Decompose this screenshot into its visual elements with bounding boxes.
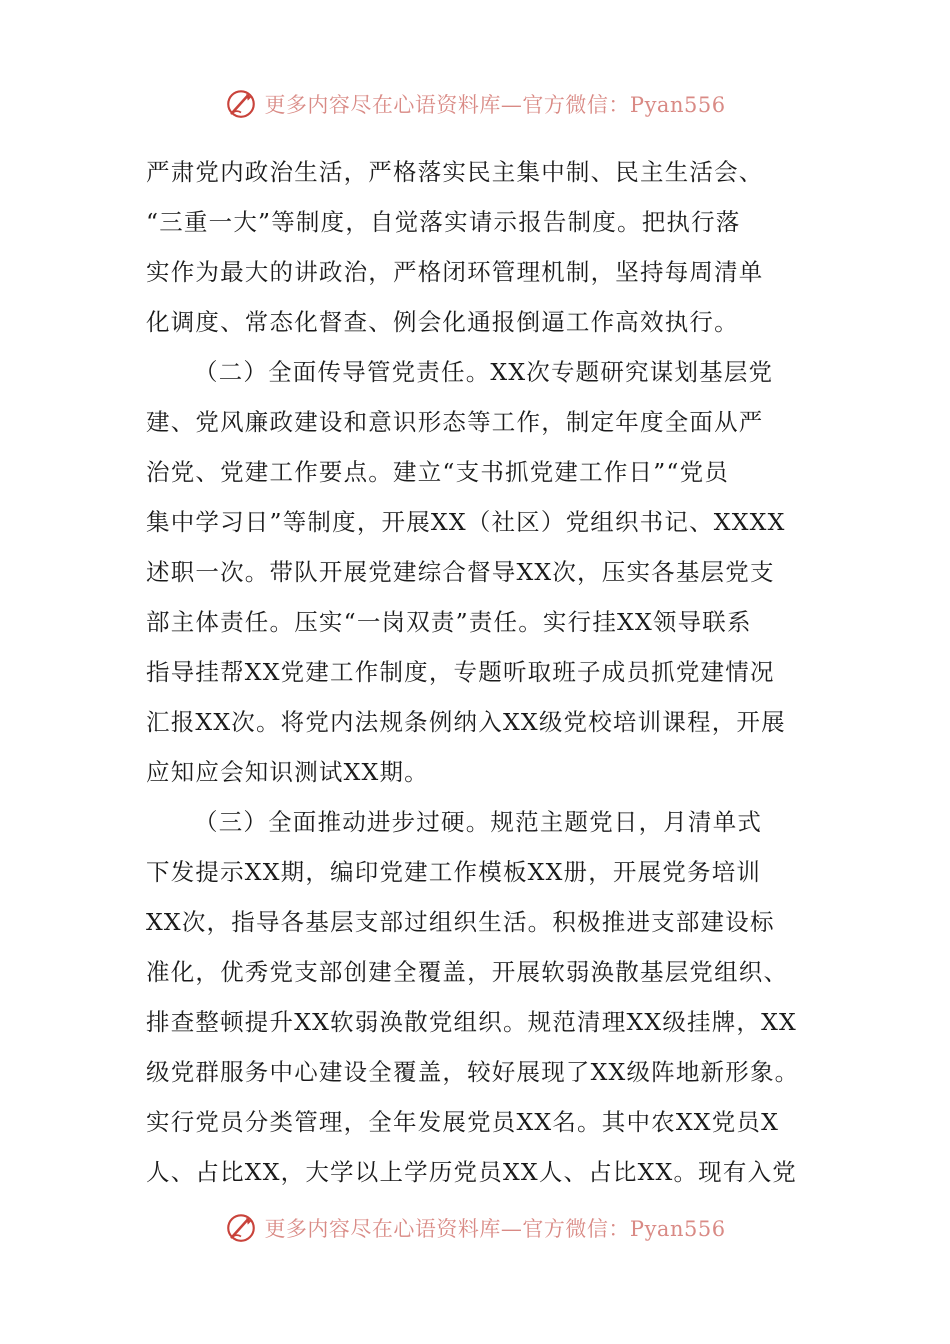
watermark-text: 更多内容尽在心语资料库—官方微信：Pyan556 — [264, 1217, 726, 1241]
text-line: 准化，优秀党支部创建全覆盖，开展软弱涣散基层党组织、 — [146, 958, 789, 986]
text-line: 应知应会知识测试XX期。 — [146, 758, 429, 786]
pen-seal-icon — [224, 1211, 258, 1245]
text-line: （二）全面传导管党责任。XX次专题研究谋划基层党 — [194, 358, 774, 386]
text-line: 汇报XX次。将党内法规条例纳入XX级党校培训课程，开展 — [146, 708, 786, 736]
text-line: 指导挂帮XX党建工作制度，专题听取班子成员抓党建情况 — [146, 658, 775, 686]
document-body — [146, 147, 808, 1197]
text-line: 述职一次。带队开展党建综合督导XX次，压实各基层党支 — [146, 558, 775, 586]
header-watermark — [0, 84, 950, 124]
text-line: 建、党风廉政建设和意识形态等工作，制定年度全面从严 — [146, 408, 764, 436]
watermark-text: 更多内容尽在心语资料库—官方微信：Pyan556 — [264, 93, 726, 117]
text-line: 排查整顿提升XX软弱涣散党组织。规范清理XX级挂牌，XX — [146, 1008, 797, 1036]
text-line: 人、占比XX，大学以上学历党员XX人、占比XX。现有入党 — [146, 1158, 797, 1186]
text-line: 化调度、常态化督查、例会化通报倒逼工作高效执行。 — [146, 308, 739, 336]
footer-watermark — [0, 1208, 950, 1248]
text-line: 集中学习日”等制度，开展XX（社区）党组织书记、XXXX — [146, 508, 786, 536]
text-line: “三重一大”等制度，自觉落实请示报告制度。把执行落 — [146, 208, 741, 236]
pen-seal-icon — [224, 87, 258, 121]
text-line: XX次，指导各基层支部过组织生活。积极推进支部建设标 — [146, 908, 775, 936]
text-line: 严肃党内政治生活，严格落实民主集中制、民主生活会、 — [146, 158, 764, 186]
text-line: 部主体责任。压实“一岗双责”责任。实行挂XX领导联系 — [146, 608, 752, 636]
text-line: 治党、党建工作要点。建立“支书抓党建工作日”“党员 — [146, 458, 730, 486]
text-line: （三）全面推动进步过硬。规范主题党日，月清单式 — [194, 808, 763, 836]
text-line: 级党群服务中心建设全覆盖，较好展现了XX级阵地新形象。 — [146, 1058, 800, 1086]
text-line: 实行党员分类管理，全年发展党员XX名。其中农XX党员X — [146, 1108, 780, 1136]
text-line: 下发提示XX期，编印党建工作模板XX册，开展党务培训 — [146, 858, 762, 886]
text-line: 实作为最大的讲政治，严格闭环管理机制，坚持每周清单 — [146, 258, 764, 286]
